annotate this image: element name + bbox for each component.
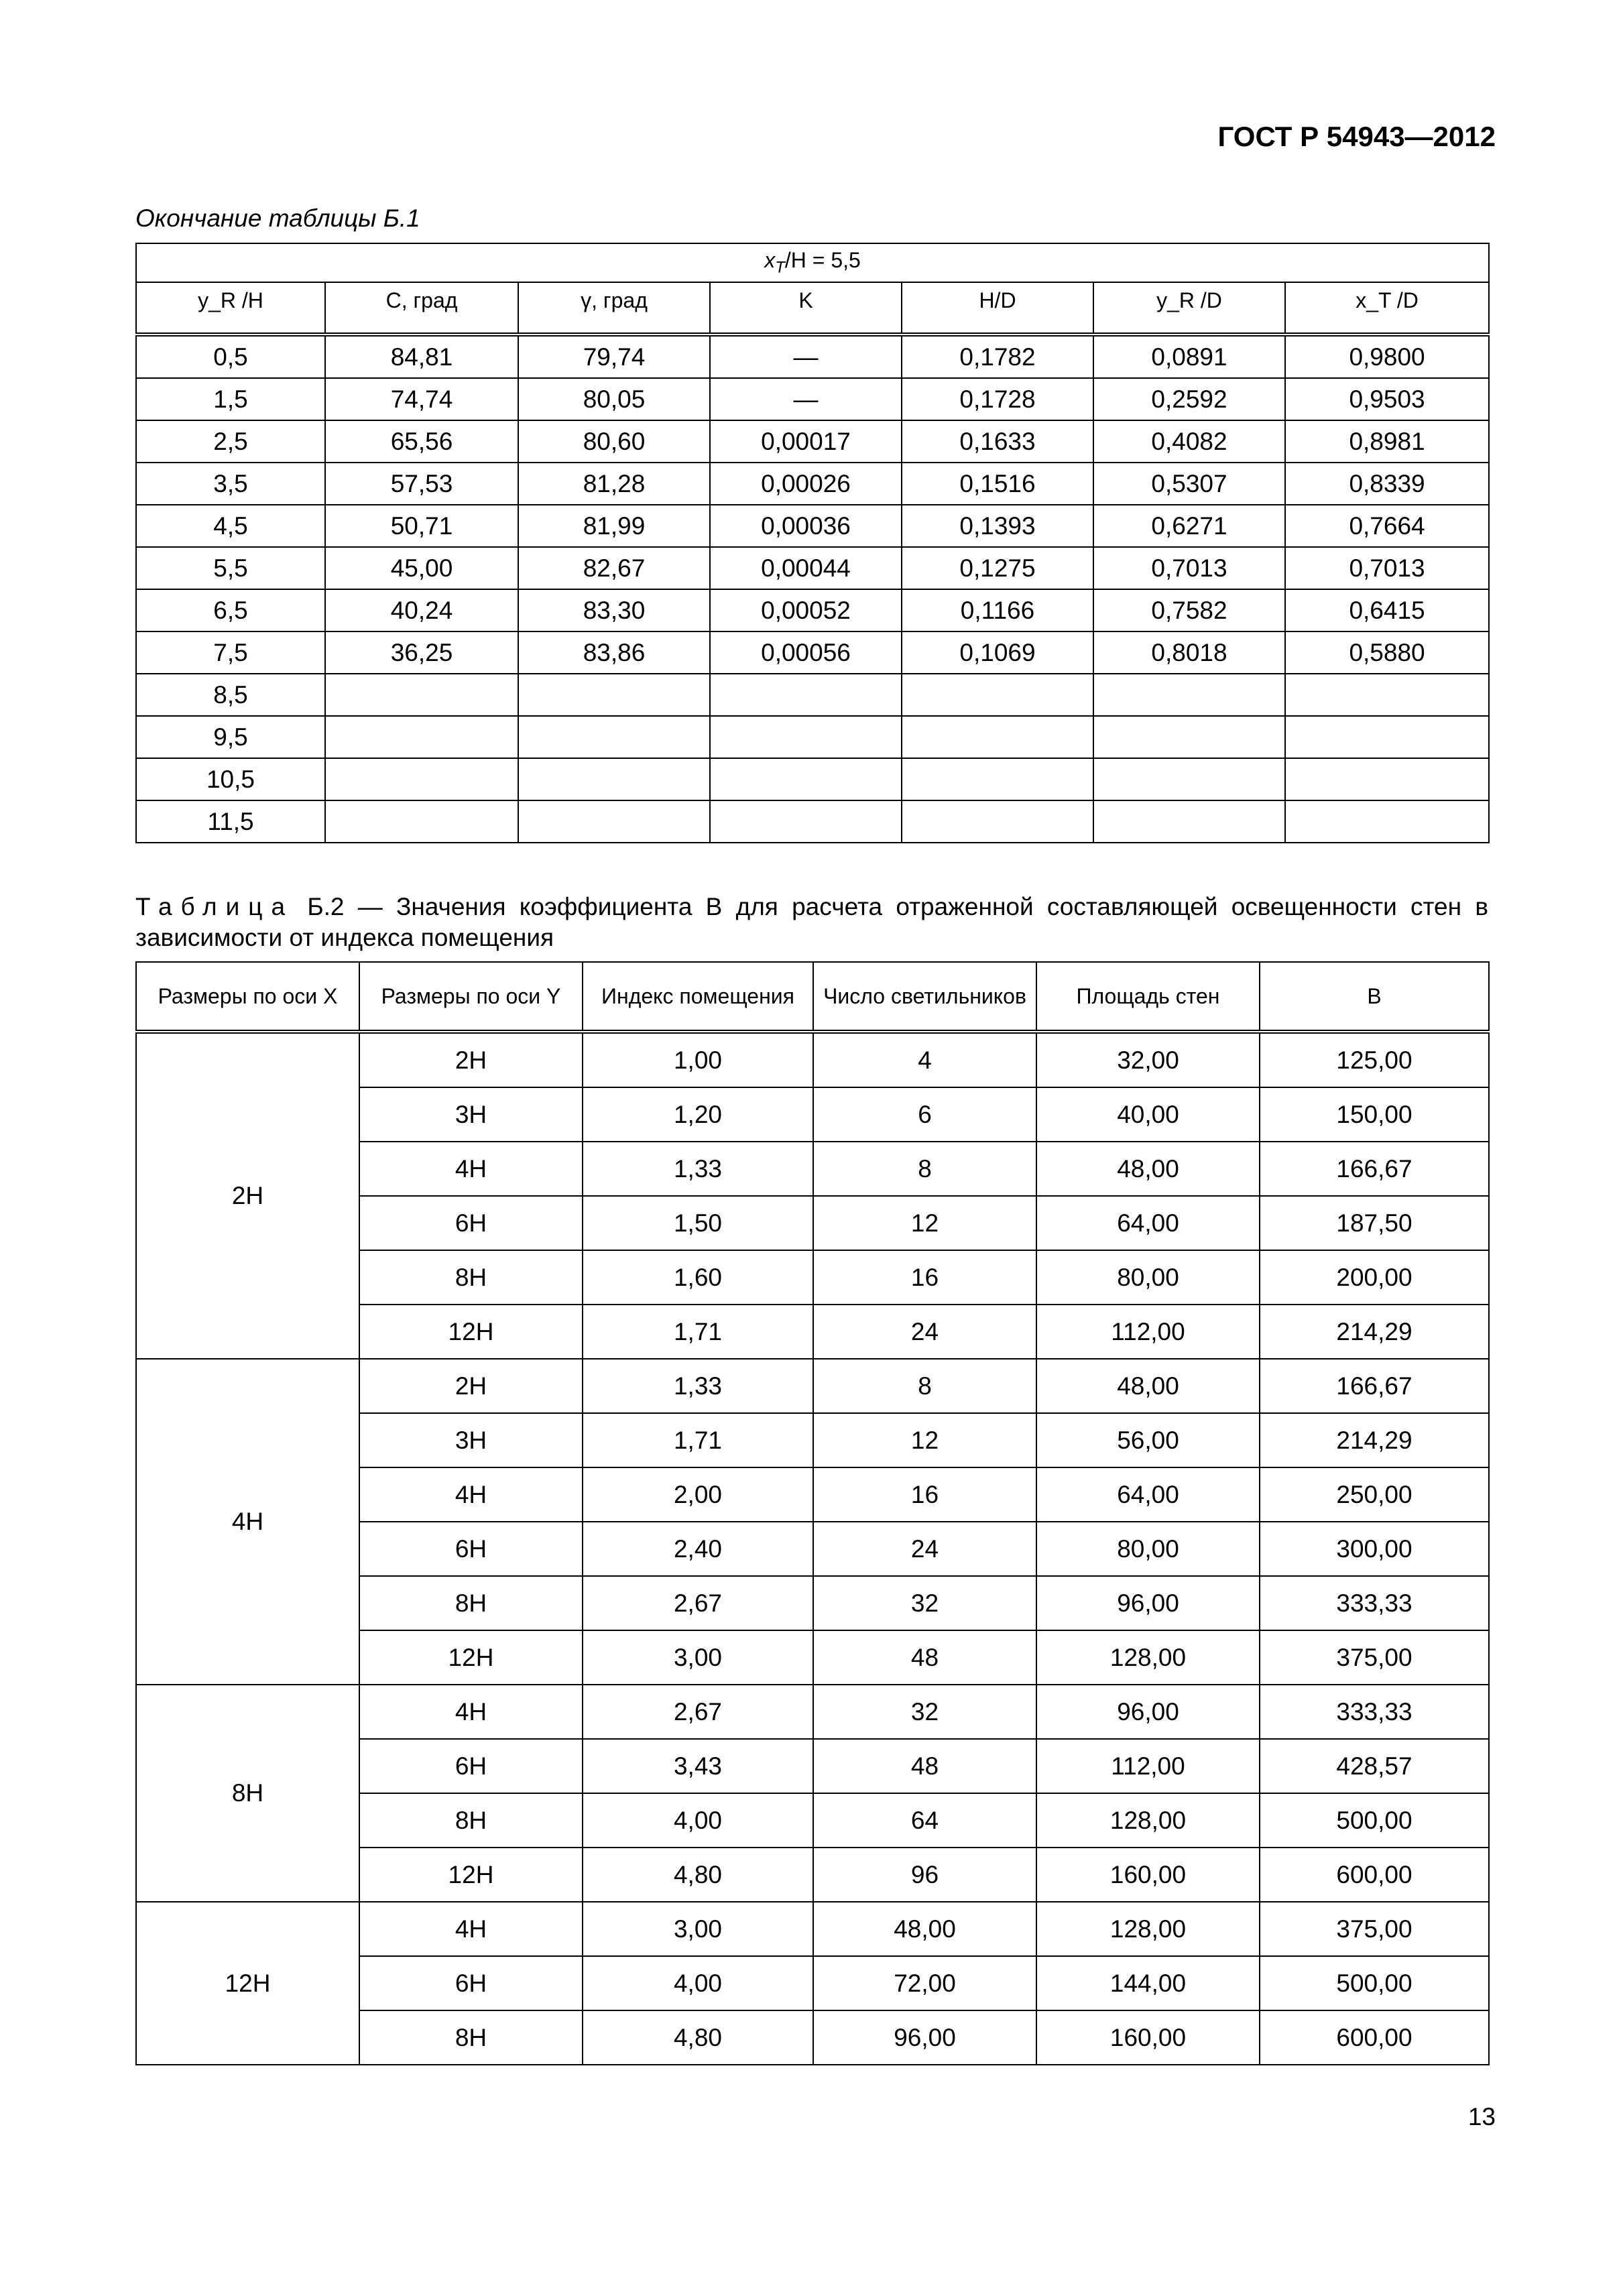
table-row — [136, 800, 1489, 843]
table-cell: 2,67 — [583, 1685, 813, 1739]
table-cell: 9,5 — [136, 716, 325, 758]
table-cell: 4H — [359, 1685, 583, 1739]
table2-column-header: Размеры по оси Y — [359, 962, 583, 1032]
table-cell: 1,33 — [583, 1359, 813, 1413]
table-cell: 8,5 — [136, 674, 325, 716]
table-cell: 82,67 — [518, 547, 710, 589]
table-cell: 12 — [813, 1413, 1036, 1467]
table-cell: 0,6415 — [1285, 589, 1489, 631]
table-cell — [710, 674, 902, 716]
x-size-cell: 8H — [136, 1685, 359, 1902]
table-cell: 6H — [359, 1522, 583, 1576]
table-row — [136, 335, 1489, 378]
table-cell: 32 — [813, 1685, 1036, 1739]
table-cell: 45,00 — [325, 547, 518, 589]
table-cell: 81,99 — [518, 505, 710, 547]
table-cell: 48,00 — [813, 1902, 1036, 1956]
table2-caption-lead: Таблица — [135, 893, 294, 920]
table-cell: 125,00 — [1260, 1032, 1489, 1087]
table-cell — [1093, 800, 1285, 843]
table-cell: 4H — [359, 1467, 583, 1522]
table-cell: 16 — [813, 1250, 1036, 1305]
table-cell: 160,00 — [1036, 2010, 1260, 2065]
table-cell: 150,00 — [1260, 1087, 1489, 1142]
table-cell: 64,00 — [1036, 1467, 1260, 1522]
table-cell: 48,00 — [1036, 1142, 1260, 1196]
table-cell: 144,00 — [1036, 1956, 1260, 2010]
table-cell: 128,00 — [1036, 1793, 1260, 1848]
table2-column-header: Индекс помещения — [583, 962, 813, 1032]
table2-column-header: Площадь стен — [1036, 962, 1260, 1032]
table-cell: 40,00 — [1036, 1087, 1260, 1142]
table-cell: 0,9503 — [1285, 378, 1489, 420]
table-cell: 4H — [359, 1902, 583, 1956]
table1-column-header: K — [710, 282, 902, 335]
table-cell: 4,80 — [583, 1848, 813, 1902]
table-cell: 3,5 — [136, 463, 325, 505]
table-cell: 56,00 — [1036, 1413, 1260, 1467]
table-cell: 83,30 — [518, 589, 710, 631]
table-cell: 80,00 — [1036, 1250, 1260, 1305]
table-cell — [1093, 674, 1285, 716]
table-cell: 3H — [359, 1087, 583, 1142]
document-code: ГОСТ Р 54943—2012 — [1217, 121, 1496, 152]
table-cell: 50,71 — [325, 505, 518, 547]
table-cell: 96 — [813, 1848, 1036, 1902]
table-cell: 80,00 — [1036, 1522, 1260, 1576]
table-cell — [1285, 758, 1489, 800]
table-row — [136, 1902, 1489, 1956]
table-cell: 112,00 — [1036, 1739, 1260, 1793]
table-cell: 0,1516 — [902, 463, 1093, 505]
table-cell: 11,5 — [136, 800, 325, 843]
table-cell: 375,00 — [1260, 1902, 1489, 1956]
table-cell: 187,50 — [1260, 1196, 1489, 1250]
table-cell: 1,00 — [583, 1032, 813, 1087]
table-row — [136, 547, 1489, 589]
table2-header-row — [136, 962, 1489, 1032]
table-cell: 333,33 — [1260, 1685, 1489, 1739]
table-cell — [325, 716, 518, 758]
table-cell: 7,5 — [136, 631, 325, 674]
table-cell: 2H — [359, 1359, 583, 1413]
table-cell: — — [710, 378, 902, 420]
table-cell: — — [710, 335, 902, 378]
table-cell: 3,00 — [583, 1630, 813, 1685]
table-b2 — [135, 961, 1490, 2065]
table-cell: 0,1069 — [902, 631, 1093, 674]
x-size-cell: 4H — [136, 1359, 359, 1685]
table-cell: 40,24 — [325, 589, 518, 631]
table-cell: 10,5 — [136, 758, 325, 800]
table-cell: 6H — [359, 1956, 583, 2010]
table2-body — [136, 1032, 1489, 2065]
table-cell: 0,00036 — [710, 505, 902, 547]
table-row — [136, 631, 1489, 674]
table-cell: 96,00 — [1036, 1685, 1260, 1739]
table-b1-end — [135, 243, 1490, 843]
table-cell: 12H — [359, 1630, 583, 1685]
table-cell: 0,1728 — [902, 378, 1093, 420]
table-cell: 0,4082 — [1093, 420, 1285, 463]
table-cell: 80,05 — [518, 378, 710, 420]
table-cell — [902, 800, 1093, 843]
table-cell: 160,00 — [1036, 1848, 1260, 1902]
table-row — [136, 589, 1489, 631]
table1-header-row — [136, 282, 1489, 335]
table-cell: 5,5 — [136, 547, 325, 589]
table1-caption: Окончание таблицы Б.1 — [135, 204, 420, 232]
table-cell: 0,00044 — [710, 547, 902, 589]
table-cell: 333,33 — [1260, 1576, 1489, 1630]
page-number: 13 — [1467, 2103, 1496, 2130]
table-cell: 6H — [359, 1196, 583, 1250]
table-cell: 0,7013 — [1285, 547, 1489, 589]
table-cell: 74,74 — [325, 378, 518, 420]
table-cell: 0,8018 — [1093, 631, 1285, 674]
table1-condition-rest: /H = 5,5 — [784, 248, 861, 273]
table-cell: 0,1393 — [902, 505, 1093, 547]
x-size-cell: 12H — [136, 1902, 359, 2065]
table-cell — [902, 674, 1093, 716]
table-cell: 8H — [359, 1250, 583, 1305]
table1-column-header: y_R /D — [1093, 282, 1285, 335]
table-row — [136, 378, 1489, 420]
table-cell: 1,71 — [583, 1413, 813, 1467]
table-cell: 32 — [813, 1576, 1036, 1630]
table-cell — [710, 758, 902, 800]
table1-body — [136, 335, 1489, 843]
table-cell: 12H — [359, 1848, 583, 1902]
table-cell — [902, 716, 1093, 758]
table-cell: 0,8981 — [1285, 420, 1489, 463]
x-size-cell: 2H — [136, 1032, 359, 1359]
table-cell: 1,33 — [583, 1142, 813, 1196]
table-cell: 500,00 — [1260, 1793, 1489, 1848]
table-cell: 0,1166 — [902, 589, 1093, 631]
table-cell — [1093, 758, 1285, 800]
table-row — [136, 758, 1489, 800]
table-cell: 79,74 — [518, 335, 710, 378]
table-cell: 4,5 — [136, 505, 325, 547]
table-cell: 4 — [813, 1032, 1036, 1087]
table-row — [136, 716, 1489, 758]
table-cell: 8 — [813, 1359, 1036, 1413]
table-cell: 4,80 — [583, 2010, 813, 2065]
table-row — [136, 420, 1489, 463]
table-row — [136, 1359, 1489, 1413]
table-cell: 600,00 — [1260, 1848, 1489, 1902]
table-row — [136, 1685, 1489, 1739]
table-cell: 1,5 — [136, 378, 325, 420]
table1-column-header: y_R /H — [136, 282, 325, 335]
table-cell: 0,6271 — [1093, 505, 1285, 547]
table-cell: 83,86 — [518, 631, 710, 674]
table-cell: 2H — [359, 1032, 583, 1087]
table-cell: 2,67 — [583, 1576, 813, 1630]
table-cell: 0,1633 — [902, 420, 1093, 463]
table-cell — [325, 758, 518, 800]
table-cell: 0,1782 — [902, 335, 1093, 378]
table-cell — [710, 800, 902, 843]
table-cell: 166,67 — [1260, 1142, 1489, 1196]
table-cell: 12H — [359, 1305, 583, 1359]
table1-column-header: C, град — [325, 282, 518, 335]
table2-column-header: Число светильников — [813, 962, 1036, 1032]
table-cell: 8 — [813, 1142, 1036, 1196]
table-cell: 3,00 — [583, 1902, 813, 1956]
table2-column-header: B — [1260, 962, 1489, 1032]
table-cell: 0,00056 — [710, 631, 902, 674]
table-cell — [1285, 716, 1489, 758]
table-cell — [1285, 800, 1489, 843]
table-cell: 4,00 — [583, 1793, 813, 1848]
table-cell: 80,60 — [518, 420, 710, 463]
table-row — [136, 463, 1489, 505]
table-cell: 0,0891 — [1093, 335, 1285, 378]
table-cell: 64,00 — [1036, 1196, 1260, 1250]
table-row — [136, 674, 1489, 716]
table2-column-header: Размеры по оси X — [136, 962, 359, 1032]
table-cell: 0,5880 — [1285, 631, 1489, 674]
table1-column-header: H/D — [902, 282, 1093, 335]
table1-condition: $x_T/H = 5,5$ — [136, 243, 1489, 282]
table-cell — [902, 758, 1093, 800]
table-cell — [518, 758, 710, 800]
table-cell: 500,00 — [1260, 1956, 1489, 2010]
table-cell: 6 — [813, 1087, 1036, 1142]
table-cell: 2,00 — [583, 1467, 813, 1522]
table-cell — [518, 674, 710, 716]
table-cell: 65,56 — [325, 420, 518, 463]
table-cell: 128,00 — [1036, 1630, 1260, 1685]
table-cell — [325, 800, 518, 843]
table-cell: 72,00 — [813, 1956, 1036, 2010]
table-cell — [1093, 716, 1285, 758]
table-cell: 1,71 — [583, 1305, 813, 1359]
table-cell: 250,00 — [1260, 1467, 1489, 1522]
table-cell — [518, 800, 710, 843]
table-cell: 64 — [813, 1793, 1036, 1848]
table-cell: 16 — [813, 1467, 1036, 1522]
table-cell: 48 — [813, 1630, 1036, 1685]
table-cell: 48,00 — [1036, 1359, 1260, 1413]
table-cell: 0,2592 — [1093, 378, 1285, 420]
table-cell: 0,7013 — [1093, 547, 1285, 589]
table-cell: 428,57 — [1260, 1739, 1489, 1793]
table-cell: 0,9800 — [1285, 335, 1489, 378]
table-cell: 1,20 — [583, 1087, 813, 1142]
table-cell: 32,00 — [1036, 1032, 1260, 1087]
table-cell — [325, 674, 518, 716]
table-cell: 12 — [813, 1196, 1036, 1250]
table-cell: 214,29 — [1260, 1305, 1489, 1359]
table-cell: 4H — [359, 1142, 583, 1196]
table-cell: 128,00 — [1036, 1902, 1260, 1956]
table-row — [136, 1032, 1489, 1087]
table-cell: 96,00 — [813, 2010, 1036, 2065]
table-cell: 375,00 — [1260, 1630, 1489, 1685]
table1-column-header: γ, град — [518, 282, 710, 335]
table-cell: 0,00017 — [710, 420, 902, 463]
table-cell: 96,00 — [1036, 1576, 1260, 1630]
table-cell: 8H — [359, 1576, 583, 1630]
table-cell: 0,00026 — [710, 463, 902, 505]
table-cell — [1285, 674, 1489, 716]
table-cell: 84,81 — [325, 335, 518, 378]
table-cell: 6,5 — [136, 589, 325, 631]
table-cell: 214,29 — [1260, 1413, 1489, 1467]
table-cell: 166,67 — [1260, 1359, 1489, 1413]
table-cell: 8H — [359, 2010, 583, 2065]
table-cell: 24 — [813, 1305, 1036, 1359]
table-cell: 4,00 — [583, 1956, 813, 2010]
table-cell: 0,5307 — [1093, 463, 1285, 505]
table-cell: 2,40 — [583, 1522, 813, 1576]
table-cell: 300,00 — [1260, 1522, 1489, 1576]
table-cell: 3H — [359, 1413, 583, 1467]
table-cell: 0,7582 — [1093, 589, 1285, 631]
table-cell: 8H — [359, 1793, 583, 1848]
table-cell: 2,5 — [136, 420, 325, 463]
table-cell: 36,25 — [325, 631, 518, 674]
table-cell: 0,8339 — [1285, 463, 1489, 505]
table-cell: 0,1275 — [902, 547, 1093, 589]
table-cell: 1,50 — [583, 1196, 813, 1250]
table-cell: 1,60 — [583, 1250, 813, 1305]
table1-column-header: x_T /D — [1285, 282, 1489, 335]
table-cell: 112,00 — [1036, 1305, 1260, 1359]
table-cell: 6H — [359, 1739, 583, 1793]
table-cell: 3,43 — [583, 1739, 813, 1793]
table-row — [136, 505, 1489, 547]
table2-caption — [135, 892, 1488, 953]
table-cell: 48 — [813, 1739, 1036, 1793]
table-cell: 81,28 — [518, 463, 710, 505]
table-cell: 200,00 — [1260, 1250, 1489, 1305]
table-cell: 57,53 — [325, 463, 518, 505]
table-cell: 24 — [813, 1522, 1036, 1576]
table-cell: 0,7664 — [1285, 505, 1489, 547]
table-cell — [518, 716, 710, 758]
table-cell: 0,00052 — [710, 589, 902, 631]
table-cell — [710, 716, 902, 758]
table-cell: 600,00 — [1260, 2010, 1489, 2065]
table-cell: 0,5 — [136, 335, 325, 378]
table2-caption-text: Б.2 — Значения коэффициента B для расчета отраженной составляющей освещенности стен в зависимости от индекса помещения — [135, 893, 1488, 951]
